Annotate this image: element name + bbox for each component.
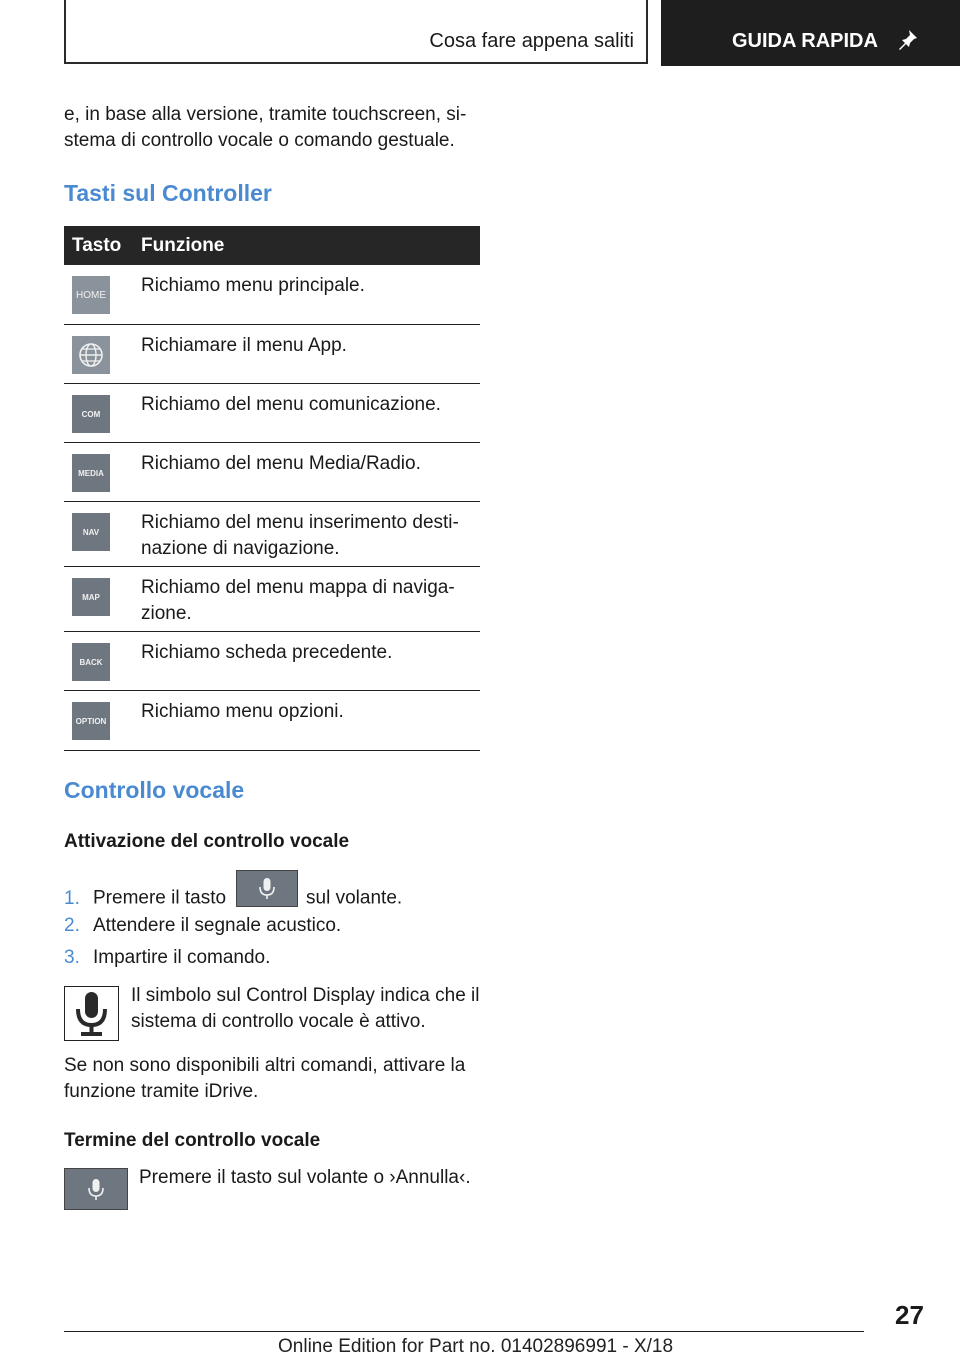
row-function: Richiamo del menu Media/Radio. bbox=[141, 453, 421, 474]
step-text: Attendere il segnale acustico. bbox=[93, 915, 342, 936]
microphone-button-icon bbox=[236, 870, 298, 907]
row-function: Richiamo menu principale. bbox=[141, 275, 365, 296]
table-row bbox=[64, 325, 480, 384]
table-header bbox=[64, 226, 480, 265]
step-number: 3. bbox=[64, 947, 80, 968]
table-row bbox=[64, 265, 480, 325]
step-number: 2. bbox=[64, 915, 80, 936]
option-key-icon: OPTION bbox=[72, 702, 110, 740]
nav-key-icon: NAV bbox=[72, 513, 110, 551]
list-item bbox=[64, 913, 341, 939]
pin-icon bbox=[897, 28, 919, 50]
col-key-header: Tasto bbox=[72, 235, 122, 256]
step-text: Premere il tasto bbox=[93, 887, 227, 909]
row-function: Richiamo menu opzioni. bbox=[141, 701, 344, 722]
controller-table bbox=[64, 226, 480, 751]
footer-divider bbox=[64, 1331, 864, 1332]
row-function: Richiamo del menu inserimento desti-nazione di navigazione. bbox=[141, 512, 459, 559]
table-row bbox=[64, 567, 480, 632]
map-key-icon: MAP bbox=[72, 578, 110, 616]
list-item bbox=[64, 945, 270, 971]
row-function: Richiamo scheda precedente. bbox=[141, 642, 393, 663]
fallback-text: Se non sono disponibili altri comandi, attivare la funzione tramite iDrive. bbox=[64, 1055, 466, 1102]
header-section-title: Cosa fare appena saliti bbox=[429, 30, 634, 52]
heading-end-voice: Termine del controllo vocale bbox=[64, 1130, 321, 1151]
row-function: Richiamo del menu mappa di naviga-zione. bbox=[141, 577, 455, 624]
table-row bbox=[64, 632, 480, 691]
table-row bbox=[64, 691, 480, 751]
table-row bbox=[64, 384, 480, 443]
symbol-note: Il simbolo sul Control Display indica che il sistema di controllo vocale è attivo. bbox=[131, 985, 480, 1032]
row-function: Richiamare il menu App. bbox=[141, 335, 347, 356]
header-chapter-title: GUIDA RAPIDA bbox=[732, 30, 878, 52]
microphone-symbol-icon bbox=[64, 986, 119, 1041]
home-key-icon: HOME bbox=[72, 276, 110, 314]
col-function-header: Funzione bbox=[141, 235, 225, 256]
page-number: 27 bbox=[895, 1300, 924, 1330]
media-key-icon: MEDIA bbox=[72, 454, 110, 492]
table-row bbox=[64, 502, 480, 567]
voice-key-icon bbox=[64, 1168, 128, 1210]
globe-icon bbox=[72, 336, 110, 374]
table-row bbox=[64, 443, 480, 502]
back-key-icon: BACK bbox=[72, 643, 110, 681]
row-function: Richiamo del menu comunicazione. bbox=[141, 394, 441, 415]
list-item bbox=[64, 880, 402, 917]
step-text: Impartire il comando. bbox=[93, 947, 271, 968]
footer-text: Online Edition for Part no. 01402896991 - X/18 bbox=[278, 1336, 674, 1357]
end-text: Premere il tasto sul volante o ›Annulla‹. bbox=[139, 1167, 471, 1188]
step-number: 1. bbox=[64, 887, 80, 909]
heading-activation: Attivazione del controllo vocale bbox=[64, 831, 350, 852]
intro-text: e, in base alla versione, tramite touchscreen, si-stema di controllo vocale o comando gestuale. bbox=[64, 104, 467, 151]
heading-controller: Tasti sul Controller bbox=[64, 180, 272, 206]
header-section-box bbox=[64, 0, 648, 64]
step-text-after: sul volante. bbox=[306, 887, 403, 909]
com-key-icon: COM bbox=[72, 395, 110, 433]
header-chapter-box bbox=[661, 0, 960, 66]
heading-voice-control: Controllo vocale bbox=[64, 777, 245, 803]
